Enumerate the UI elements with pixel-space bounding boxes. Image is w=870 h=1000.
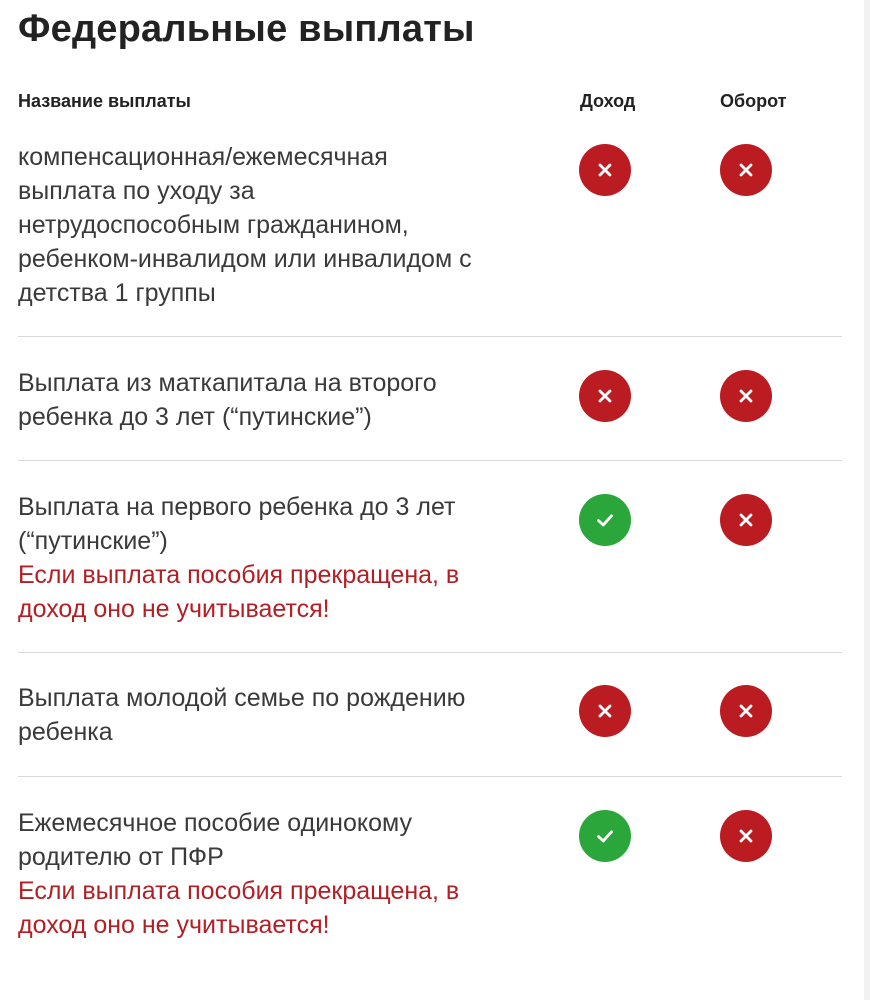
x-icon	[594, 159, 616, 181]
payment-name-line: ребенком-инвалидом или инвалидом с	[18, 245, 472, 273]
payment-name-line: Ежемесячное пособие одинокому	[18, 809, 412, 837]
turnover-status-badge	[720, 685, 772, 737]
row-divider	[18, 460, 842, 461]
payment-name-line: родителю от ПФР	[18, 843, 224, 871]
page-title: Федеральные выплаты	[18, 8, 475, 50]
column-header-income: Доход	[580, 91, 636, 111]
x-icon	[735, 509, 757, 531]
page-edge	[864, 0, 870, 1000]
payment-name-line: Выплата молодой семье по рождению	[18, 684, 466, 712]
payment-name-line: нетрудоспособным гражданином,	[18, 211, 409, 239]
x-icon	[735, 385, 757, 407]
payment-note-line: доход оно не учитывается!	[18, 911, 330, 939]
turnover-status-badge	[720, 370, 772, 422]
payment-name-line: Выплата из маткапитала на второго	[18, 369, 437, 397]
row-divider	[18, 776, 842, 777]
column-header-turnover: Оборот	[720, 91, 787, 111]
payment-name-line: детства 1 группы	[18, 279, 216, 307]
payment-note-line: Если выплата пособия прекращена, в	[18, 561, 460, 589]
payment-description	[18, 490, 568, 626]
turnover-status-badge	[720, 144, 772, 196]
payment-name-line: ребенка	[18, 718, 113, 746]
column-header-name: Название выплаты	[18, 91, 191, 111]
turnover-status-badge	[720, 494, 772, 546]
payment-name-line: ребенка до 3 лет (“путинские”)	[18, 403, 372, 431]
x-icon	[594, 385, 616, 407]
payment-note-line: Если выплата пособия прекращена, в	[18, 877, 460, 905]
payment-name-line: компенсационная/ежемесячная	[18, 143, 388, 171]
x-icon	[594, 700, 616, 722]
payment-description	[18, 366, 568, 434]
income-status-badge	[579, 810, 631, 862]
check-icon	[594, 825, 616, 847]
check-icon	[594, 509, 616, 531]
payment-name-line: (“путинские”)	[18, 527, 168, 555]
payment-note-line: доход оно не учитывается!	[18, 595, 330, 623]
payment-description	[18, 806, 568, 942]
payment-name-line: выплата по уходу за	[18, 177, 255, 205]
payment-name-line: Выплата на первого ребенка до 3 лет	[18, 493, 456, 521]
x-icon	[735, 159, 757, 181]
income-status-badge	[579, 144, 631, 196]
payment-description	[18, 140, 568, 310]
income-status-badge	[579, 494, 631, 546]
payment-description	[18, 681, 568, 749]
income-status-badge	[579, 685, 631, 737]
turnover-status-badge	[720, 810, 772, 862]
table-header	[18, 91, 842, 115]
x-icon	[735, 700, 757, 722]
row-divider	[18, 652, 842, 653]
row-divider	[18, 336, 842, 337]
x-icon	[735, 825, 757, 847]
income-status-badge	[579, 370, 631, 422]
